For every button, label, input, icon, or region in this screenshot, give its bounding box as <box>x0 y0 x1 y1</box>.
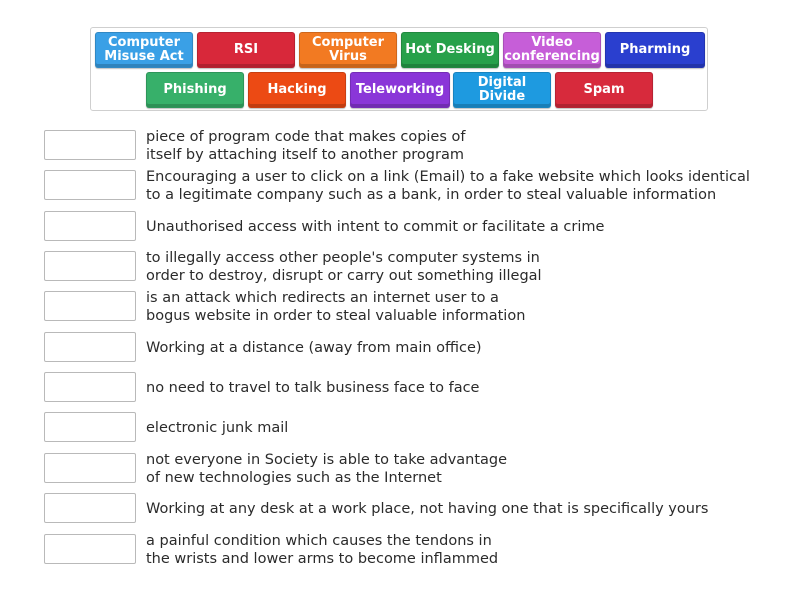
tile-hot-desking[interactable]: Hot Desking <box>401 32 499 68</box>
clue-text: not everyone in Society is able to take advantage of new technologies such as the Internet <box>146 452 508 486</box>
answer-drop-box[interactable] <box>44 130 136 160</box>
clue-text: Working at a distance (away from main office) <box>146 340 482 356</box>
answer-drop-box[interactable] <box>44 251 136 281</box>
answer-drop-box[interactable] <box>44 493 136 523</box>
match-row <box>44 170 784 202</box>
clue-text: electronic junk mail <box>146 420 289 436</box>
match-row <box>44 534 784 566</box>
clue-text: no need to travel to talk business face to face <box>146 380 480 396</box>
tile-computer-misuse-act[interactable]: Computer Misuse Act <box>95 32 193 68</box>
answer-drop-box[interactable] <box>44 453 136 483</box>
tile-spam[interactable]: Spam <box>555 72 653 108</box>
tile-computer-virus[interactable]: Computer Virus <box>299 32 397 68</box>
answer-drop-box[interactable] <box>44 332 136 362</box>
match-row <box>44 251 784 283</box>
clue-text: piece of program code that makes copies of itself by attaching itself to another program <box>146 129 466 163</box>
tile-video-conferencing[interactable]: Video conferencing <box>503 32 601 68</box>
match-row <box>44 130 784 162</box>
tile-pharming[interactable]: Pharming <box>605 32 705 68</box>
tile-hacking[interactable]: Hacking <box>248 72 346 108</box>
clue-text: a painful condition which causes the tendons in the wrists and lower arms to become inflammed <box>146 533 499 567</box>
clue-text: Unauthorised access with intent to commit or facilitate a crime <box>146 219 605 235</box>
clue-text: Encouraging a user to click on a link (Email) to a fake website which looks identical to a legitimate company such as a bank, in order to steal valuable information <box>146 169 750 203</box>
match-row <box>44 453 784 485</box>
answer-drop-box[interactable] <box>44 534 136 564</box>
tile-digital-divide[interactable]: Digital Divide <box>453 72 551 108</box>
clue-text: is an attack which redirects an internet user to a bogus website in order to steal valuable information <box>146 290 526 324</box>
answer-drop-box[interactable] <box>44 170 136 200</box>
answer-drop-box[interactable] <box>44 412 136 442</box>
match-row <box>44 211 784 243</box>
answer-tile-bank <box>90 27 708 111</box>
tile-teleworking[interactable]: Teleworking <box>350 72 450 108</box>
answer-drop-box[interactable] <box>44 291 136 321</box>
answer-drop-box[interactable] <box>44 211 136 241</box>
tile-phishing[interactable]: Phishing <box>146 72 244 108</box>
match-row <box>44 291 784 323</box>
clue-text: to illegally access other people's computer systems in order to destroy, disrupt or carry out something illegal <box>146 250 542 284</box>
tile-rsi[interactable]: RSI <box>197 32 295 68</box>
clue-text: Working at any desk at a work place, not having one that is specifically yours <box>146 501 709 517</box>
match-row <box>44 372 784 404</box>
match-row <box>44 412 784 444</box>
answer-drop-box[interactable] <box>44 372 136 402</box>
match-row <box>44 493 784 525</box>
match-row <box>44 332 784 364</box>
